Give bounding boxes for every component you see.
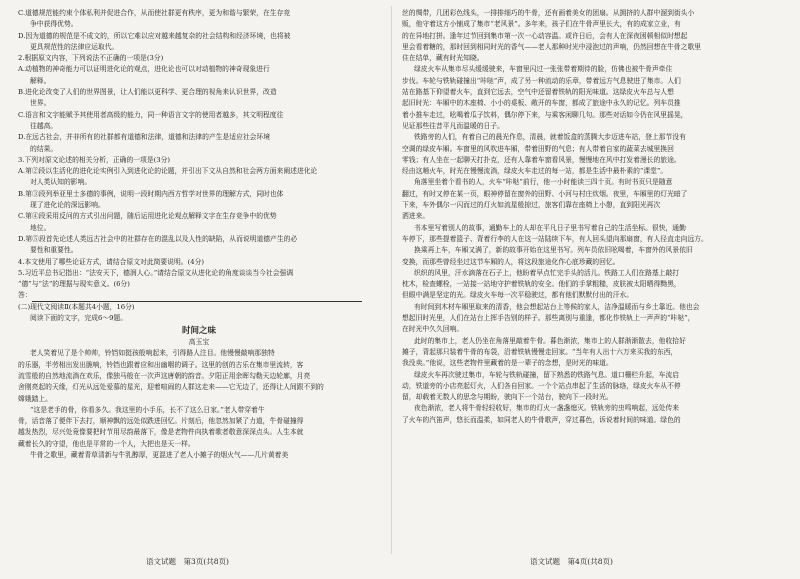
question-line: 3.下列对原文论述的相关分析，正确的一项是(3分) <box>18 155 171 164</box>
story-line: 嫦娥踏上。 <box>18 394 52 403</box>
story-line: 变换，而那些曾经坐过这节车厢的人，将这段旅途化作心底珍藏的回忆。 <box>402 257 620 266</box>
story-line: 留，却载着无数人的思念与期盼，驶向下一个站台，驶向下一段时光。 <box>402 393 613 402</box>
story-author: 高玉宝 <box>188 338 210 347</box>
story-line: 摊子，背起那只装着牛骨的布袋，沿着铁轨慢慢走回家。“当年有人出十六万来买我的东西， <box>402 347 678 356</box>
story-line: 牛骨之歌里，藏着青草清新与牛乳醇厚，更混进了老人小摊子的烟火气——几片黄着美 <box>30 450 289 459</box>
page-footer-left: 语文试题 第3页(共8页) <box>146 557 229 566</box>
answer-label: 答： <box>18 291 32 300</box>
question-line: C.第④段采用反问的方式引出问题，随后运用进化论观点解释文字在生存竞争中的优势 <box>18 212 277 221</box>
question-line: A.第②段以生活化的进化论实例引入到进化论的论题，并引出下文从自然和社会两方面来阐述进化论 <box>18 167 318 176</box>
story-line: 但眼中满是坚定的光。绿皮火车每一次平稳驶过，都有他们默默付出的汗水。 <box>402 291 634 300</box>
story-line: “这是老手的骨，你看多久。我这里的小手乐，长不了这么日家。”老人带穿着牛 <box>30 405 265 414</box>
story-line: 见证那些往昔平凡而温暖的日子。 <box>402 121 504 130</box>
story-line: 的乐器，半劳相出发出脆响，铃铛也跟着应和出幽咽的调子。这里的创的古乐在集市里流转，客 <box>18 360 304 369</box>
story-line: 流雪般的自然地流淌在欢乐，像独马般在一次声这唐朝的韵音。夕阳正用余晖勾勒天边轮廓，月亮 <box>18 371 311 380</box>
story-line: 换乘再上车，车厢又满了，新的故事开始在这里书写。列车员依旧吆喝着，车窗外的风景依旧 <box>414 246 693 255</box>
question-line: 世界。 <box>30 99 51 108</box>
story-line: 步伐。车轮与铁轨碰撞出“咔哒”声，成了另一种流动的乐章，带着远方气息驶进了集市。人们 <box>402 76 681 85</box>
left-page-column <box>18 8 380 461</box>
page-divider <box>391 6 392 554</box>
question-block <box>18 8 380 290</box>
story-line: 经由这趟火车，时光在慢慢流淌，绿皮火车走过的每一站，都是生活中最朴素的“课堂”。 <box>402 167 668 176</box>
question-line: 地位。 <box>30 223 51 232</box>
story-title: 时间之味 <box>181 326 216 337</box>
story-line: 角落里坐着个看书的人，火车“咔哒”前行，他一小时能读三四十页。有时书页只是随意 <box>414 178 673 187</box>
story-line: 贩，他守着这方小铺成了集市“老风景”。多年来，孩子们在牛骨声里长大，有的成家立业，有 <box>402 20 681 29</box>
question-line: D.因为道德的规范是不成文的，所以它难以应对越来越复杂的社会结构和经济环境，也将被 <box>18 31 291 40</box>
story-line: 枕木，检查螺栓，一站接一站地守护着铁轨的安全。他们的手掌粗糙，皮肤被太阳晒得黝黑， <box>402 280 681 289</box>
question-line: 2.根据原文内容，下列说法不正确的一项是(3分) <box>18 54 164 63</box>
question-line: “德”与“法”的理据与现实意义。(6分) <box>18 280 130 289</box>
question-line: 现了进化论的深远影响。 <box>30 201 105 210</box>
story-line: 骨，话音落了便伴下去打，顺神飘的远处似跌进回忆。片刻后，他忽然加紧了力道，牛骨碰撞得 <box>18 417 304 426</box>
story-line: 我没卖。”他说，这些老物件里藏着的是一辈子的念想，是时光的味道。 <box>402 359 613 368</box>
question-line: B.第③段列举亚里士多德的事例，说明一段时期内西方哲学对世界的理解方式，同时也体 <box>18 189 284 198</box>
reading-section-header <box>18 302 380 325</box>
answer-area <box>18 290 380 301</box>
question-line: B.进化论改变了人们的世界图景，让人们能以更科学、更合理的视角来认识世界，改造 <box>18 88 277 97</box>
story-paragraphs <box>402 64 764 426</box>
question-line: 5.习近平总书记指出：“法安天下，德润人心。”请结合原文从进化论的角度谈谈当今社会强调 <box>18 268 294 277</box>
story-line: 在时光中久久回响。 <box>402 325 464 334</box>
right-page-column <box>402 8 764 426</box>
story-line: 零钱；有人坐在一起聊天打扑克，还有人靠着车窗看风景，慢慢地在风中打发着漫长的旅途。 <box>402 155 681 164</box>
question-line: C.语言和文字能赋予其使用者高级的能力，同一种语言文字的使用者越多，其文明程度往 <box>18 110 284 119</box>
question-line: D.在远古社会，并非所有的社群都有道德和法律，道德和法律的产生是适应社会环境 <box>18 133 271 142</box>
section-line: 阅读下面的文字，完成6～9题。 <box>30 314 128 323</box>
story-line: 的在异地打拼。逢年过节回到集市第一次一心动容温。或许日后，会有人在深夜困顿相似时想起 <box>402 31 688 40</box>
story-line: 空调的绿皮车厢。车窗里的风吹进车厢，带着田野的气息；有人带着自家的蔬菜去城里换回 <box>402 144 674 153</box>
question-line: 解释。 <box>30 76 51 85</box>
story-line: 老人笑着见了是个帅帅，铃铛如挺孩般响起来，引得路人注目。他慢慢敲响那独特 <box>30 349 275 358</box>
story-line: 起旧时光：车厢中的木座椅、小小的桌板、敞开的车窗，都成了旅途中永久的记忆。列车员推 <box>402 99 681 108</box>
story-line: 夜色渐浓，老人将牛骨轻轻收好，集市的灯火一盏盏熄灭。铁轨旁的虫鸣响起，远处传来 <box>414 404 680 413</box>
story-line: 有时间到木材车厢里取来的清香，他会想起站台上等候的家人，洁净温暖而与乡土靠近。他也会 <box>414 302 700 311</box>
story-line: 丝的绸带，几团彩色线头，一排排细巧的牛骨，还有画着美女的团扇。从拥挤的人群中溜到街头小 <box>402 9 695 17</box>
story-line: 绿皮火车再次驶过集市，车轮与铁轨碰撞，留下熟悉的铁路气息。道口栅栏升起，车流启 <box>414 370 680 379</box>
story-line: 动，铁道旁的小店亮起灯火，人们各自回家。一个个站点串起了生活的脉络，绿皮火车从不停 <box>402 381 681 390</box>
story-line: 此时的集市上，老人仍坐在角落里敲着牛骨。暮色渐浓，集市上的人群渐渐散去，他收拾好 <box>414 336 686 345</box>
question-line: 争中获得优势。 <box>30 20 78 29</box>
question-line: A.动植物的神奇能力可以证明进化论的观点，进化论也可以对动植物的神奇现象进行 <box>18 65 270 74</box>
story-line: 洒进来。 <box>402 212 430 221</box>
story-line: 绿皮火车从集市尽头缓缓驶来，车窗里闪过一张张带着期待的脸，仿佛也被牛骨声牵住 <box>414 65 673 74</box>
question-line: 的结果。 <box>30 144 58 153</box>
story-line: 下来，车外偶尔一闪而过的灯火如流星般掠过，旅客们靠在座椅上小憩，直到阳光再次 <box>402 201 661 210</box>
question-line: 对人类认知的影响。 <box>30 178 92 187</box>
question-line: D.第⑤段首先论述人类远古社会中的社群存在的混乱以及人性的缺陷，从而说明道德产生的必 <box>18 234 298 243</box>
question-line: 更具规范性的法律应运取代。 <box>30 42 119 51</box>
story-line: 站在路基下仰望着火车，直到它远去，空气中还留着铁轨的阳光味道。这绿皮火车总与人想 <box>402 88 674 97</box>
question-line: 4.本文使用了哪些论证方式，请结合原文对此简要说明。(4分) <box>18 257 205 266</box>
story-line: 舍刚亮起的天缘，灯光从远处爱慕的星光，迎着喧闹的人群这走来——它无边了，还得让人间跟不到的 <box>18 383 324 392</box>
question-line: 往越高。 <box>30 121 58 130</box>
story-line: 住在结单，藏有时光知晓。 <box>402 54 484 63</box>
story-line: 车停下，那些提着篮子、背着行李的人在这一站陆续下车，有人回头望向那扇窗，有人径直走向远方。 <box>402 234 708 243</box>
answer-line <box>32 292 362 302</box>
story-text <box>18 348 380 461</box>
story-line: 里会看着糖的，那时回到相同时光的香气——老人那种时光中浸泡过的声响，仍然回想在牛骨之歌里 <box>402 42 702 51</box>
story-line: 了火车的汽笛声，悠长而温柔，如同老人的牛骨歌声，穿过暮色，诉说着时间的味道。绿色的 <box>402 415 681 424</box>
section-line: (二)现代文阅读Ⅱ(本题共4小题，16分) <box>18 302 135 311</box>
story-line: 铁路旁的人们，有着自己的晨光作息，清晨，就着饭盒的蒸腾大步迈进车站，登上那节没有 <box>414 133 686 142</box>
story-line: 翻过，有时又停在某一页，眼神停留在窗外的田野、小河与村庄炊烟。夜里，车厢里的灯光暗了 <box>402 189 688 198</box>
story-line: 越发热烈，尽兴处竟像要把时节用尽韵最落下，像是老物件向执着歌者敬意深深点头。人生本就 <box>18 428 304 437</box>
story-line: 书本里写着别人的故事，通勤车上的人却在平凡日子里书写着自己的生活坐标。很快，通勤 <box>414 223 686 232</box>
story-line: 想起旧时光里，人们在站台上挥手告别的样子。那些离别与重逢，都化作铁轨上一声声的“咔哒”， <box>402 314 695 323</box>
story-line: 着小推车走过，吆喝着瓜子饮料，偶尔停下来，与乘客闲聊几句。那些对话如今仍在风里摇晃， <box>402 110 688 119</box>
page-footer-right: 语文试题 第4页(共8页) <box>530 557 613 566</box>
story-line: 织织的风里，汗水滴落在石子上，他盼着早点忙完手头的活儿。铁路工人们在路基上敲打 <box>414 268 680 277</box>
story-line: 藏着长久的守望，他也是平常的一个人，大把也是天一样。 <box>18 439 195 448</box>
question-line: C.道德规范能约束个体私利并促进合作，从而使社群更有秩序，更为和谐与繁荣，在生存竞 <box>18 9 291 17</box>
story-text-continued <box>402 8 764 64</box>
question-line: 要性和重要性。 <box>30 246 78 255</box>
